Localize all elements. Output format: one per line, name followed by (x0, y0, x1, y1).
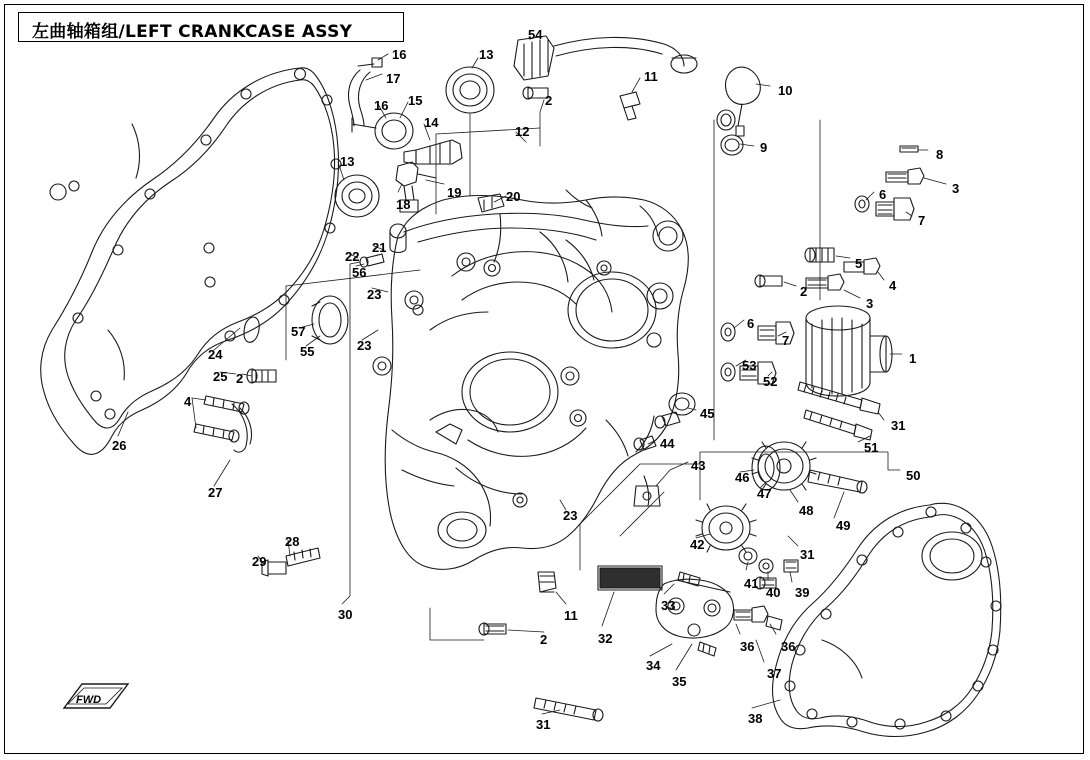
callout-number: 36 (740, 639, 755, 654)
callout-number: 23 (357, 338, 372, 353)
callout-number: 44 (660, 436, 675, 451)
callout-number: 23 (563, 508, 578, 523)
pump-assy-33-36-37 (656, 572, 782, 656)
callout-number: 38 (748, 711, 763, 726)
callout-number: 33 (661, 598, 676, 613)
callout-number: 3 (866, 296, 874, 311)
callout-number: 22 (345, 249, 360, 264)
callout-number: 34 (646, 658, 661, 673)
callout-number: 4 (184, 394, 192, 409)
callout-number: 31 (536, 717, 551, 732)
callout-number: 13 (479, 47, 494, 62)
callout-number: 21 (372, 240, 387, 255)
callout-number: 2 (540, 632, 548, 647)
gasket-right-outline (773, 503, 1001, 736)
callout-number: 7 (782, 333, 790, 348)
callout-number: 23 (367, 287, 382, 302)
callout-number: 14 (424, 115, 439, 130)
callout-number: 3 (952, 181, 960, 196)
callout-number: 57 (291, 324, 306, 339)
callout-number: 1 (909, 351, 917, 366)
callout-number: 43 (691, 458, 706, 473)
fasteners-right (523, 87, 924, 440)
callout-number: 7 (918, 213, 926, 228)
callout-number: 26 (112, 438, 127, 453)
callout-number: 54 (528, 27, 543, 42)
shaft-14 (404, 140, 462, 164)
callout-number: 49 (836, 518, 851, 533)
callout-number: 20 (506, 189, 521, 204)
washer-41-40-39 (739, 548, 798, 573)
callout-number: 17 (386, 71, 401, 86)
callout-number: 47 (757, 486, 772, 501)
callout-number: 51 (864, 440, 879, 455)
callout-number: 56 (352, 265, 367, 280)
callout-number: 45 (700, 406, 715, 421)
callout-number: 30 (338, 607, 353, 622)
callout-number: 29 (252, 554, 267, 569)
callout-number: 28 (285, 534, 300, 549)
callout-number: 32 (598, 631, 613, 646)
callout-number: 9 (760, 140, 768, 155)
callout-number: 16 (374, 98, 389, 113)
bearing-13-lower (335, 175, 379, 217)
callout-number: 55 (300, 344, 315, 359)
sensor-54-harness (514, 36, 697, 80)
callout-number: 48 (799, 503, 814, 518)
callout-number: 35 (672, 674, 687, 689)
callout-number: 2 (800, 284, 808, 299)
callout-number: 27 (208, 485, 223, 500)
callout-number: 53 (742, 358, 757, 373)
callout-number: 2 (236, 371, 244, 386)
callout-number: 15 (408, 93, 423, 108)
callout-number: 8 (936, 147, 944, 162)
callout-number: 5 (855, 256, 863, 271)
fwd-label: FWD (76, 694, 102, 706)
callout-number: 50 (906, 468, 921, 483)
callout-number: 42 (690, 537, 705, 552)
callout-number: 19 (447, 185, 462, 200)
page-title: 左曲轴箱组/LEFT CRANKCASE ASSY (32, 22, 353, 42)
callout-number: 25 (213, 369, 228, 384)
callout-number: 31 (800, 547, 815, 562)
callout-number: 2 (545, 93, 553, 108)
oil-filter-1 (806, 306, 892, 396)
callout-number: 6 (747, 316, 755, 331)
callout-number: 41 (744, 576, 759, 591)
callout-number: 36 (781, 639, 796, 654)
gear-42 (696, 504, 756, 552)
callout-number: 46 (735, 470, 750, 485)
callout-number: 39 (795, 585, 810, 600)
bearing-13-upper (446, 67, 494, 113)
callout-number: 10 (778, 83, 793, 98)
oil-screen-32 (598, 566, 662, 590)
callout-number: 12 (515, 124, 530, 139)
callout-number: 11 (564, 608, 578, 623)
dipstick-10 (721, 67, 760, 155)
callout-number: 4 (889, 278, 897, 293)
callout-number: 24 (208, 347, 223, 362)
callout-number: 52 (763, 374, 778, 389)
shaft-49 (808, 470, 867, 493)
breather-hose-16-17 (348, 58, 382, 126)
callout-number: 6 (879, 187, 887, 202)
callout-number: 16 (392, 47, 407, 62)
callout-number: 40 (766, 585, 781, 600)
callout-number: 13 (340, 154, 355, 169)
gear-48 (752, 442, 816, 490)
crankcase-body (373, 190, 688, 569)
callout-number: 11 (644, 69, 658, 84)
callout-number: 18 (396, 197, 411, 212)
callout-number: 31 (891, 418, 906, 433)
callout-number: 37 (767, 666, 782, 681)
seal-15-16 (352, 113, 413, 149)
